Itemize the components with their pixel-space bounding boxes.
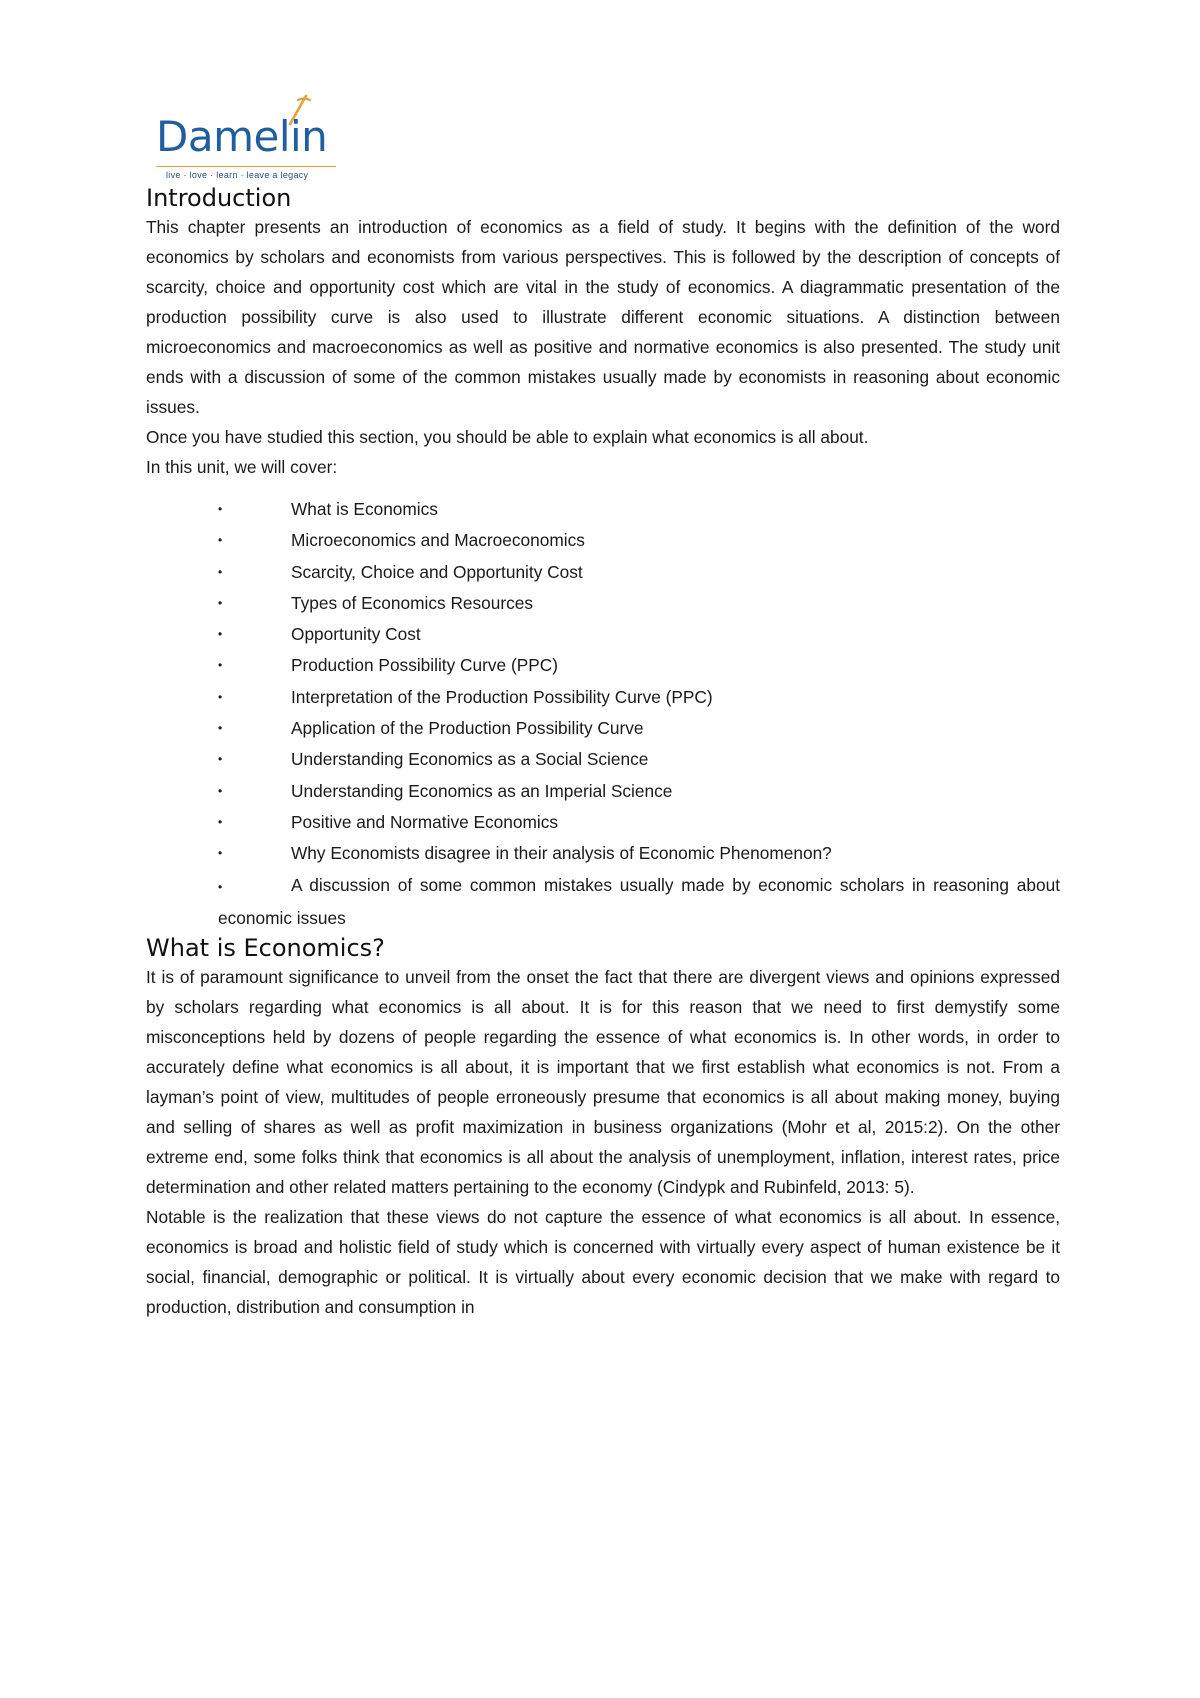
what-is-economics-paragraph-2: Notable is the realization that these views do not capture the essence of what economics is all about. In essence, economics is broad and holistic field of study which is concerned with virtually every aspect of human existence be it social, financial, demographic or political. It is virtually about every economic decision that we make with regard to production, distribution and consumption in xyxy=(146,1207,1060,1318)
bullet-icon: • xyxy=(218,627,223,642)
introduction-paragraph-1: This chapter presents an introduction of economics as a field of study. It begins with the definition of the word economics by scholars and economists from various perspectives. This is followed by the description of concepts of scarcity, choice and opportunity cost which are vital in the study of economics. A diagrammatic presentation of the production possibility curve is also used to illustrate different economic situations. A distinction between microeconomics and macroeconomics as well as positive and normative economics is also presented. The study unit ends with a discussion of some of the common mistakes usually made by economists in reasoning about economic issues. xyxy=(146,217,1060,417)
list-item: • Interpretation of the Production Possibility Curve (PPC) xyxy=(218,682,1060,713)
list-item: • Understanding Economics as a Social Science xyxy=(218,744,1060,775)
list-item: • Application of the Production Possibility Curve xyxy=(218,713,1060,744)
topics-list xyxy=(146,494,1060,934)
logo-tagline: live · love · learn · leave a legacy xyxy=(166,170,309,180)
damelin-logo xyxy=(156,92,356,184)
bullet-icon: • xyxy=(218,783,223,798)
bullet-icon: • xyxy=(218,564,223,579)
bullet-icon: • xyxy=(218,879,223,894)
list-item: • Types of Economics Resources xyxy=(218,588,1060,619)
bullet-icon: • xyxy=(218,533,223,548)
logo-rule xyxy=(156,166,336,167)
list-item: • What is Economics xyxy=(218,494,1060,525)
introduction-heading: Introduction xyxy=(146,184,292,212)
bullet-icon: • xyxy=(218,595,223,610)
list-item: • Why Economists disagree in their analysis of Economic Phenomenon? xyxy=(218,838,1060,869)
list-item: • Production Possibility Curve (PPC) xyxy=(218,650,1060,681)
bullet-icon: • xyxy=(218,658,223,673)
bullet-icon: • xyxy=(218,689,223,704)
bullet-icon: • xyxy=(218,721,223,736)
bullet-icon: • xyxy=(218,814,223,829)
what-is-economics-heading: What is Economics? xyxy=(146,934,385,963)
logo-wordmark: Damelin xyxy=(156,112,328,161)
list-item: • Positive and Normative Economics xyxy=(218,807,1060,838)
list-item: • Understanding Economics as an Imperial Science xyxy=(218,776,1060,807)
introduction-paragraph-2: Once you have studied this section, you should be able to explain what economics is all about. xyxy=(146,427,869,447)
bullet-icon: • xyxy=(218,752,223,767)
list-item: • Microeconomics and Macroeconomics xyxy=(218,525,1060,556)
bullet-icon: • xyxy=(218,502,223,516)
page-content xyxy=(146,92,1060,1322)
bullet-icon: • xyxy=(218,846,223,861)
list-item: • A discussion of some common mistakes usually made by economic scholars in reasoning about economic issues xyxy=(218,870,1060,935)
introduction-paragraph-3: In this unit, we will cover: xyxy=(146,457,338,477)
what-is-economics-paragraph-1: It is of paramount significance to unveil from the onset the fact that there are divergent views and opinions expressed by scholars regarding what economics is all about. It is for this reason that we need to first demystify some misconceptions held by dozens of people regarding the essence of what economics is. In other words, in order to accurately define what economics is all about, it is important that we first establish what economics is not. From a layman’s point of view, multitudes of people erroneously presume that economics is all about making money, buying and selling of shares as well as profit maximization in business organizations (Mohr et al, 2015:2). On the other extreme end, some folks think that economics is all about the analysis of unemployment, inflation, interest rates, price determination and other related matters pertaining to the economy (Cindypk and Rubinfeld, 2013: 5). xyxy=(146,967,1060,1198)
list-item: • Opportunity Cost xyxy=(218,619,1060,650)
list-item: • Scarcity, Choice and Opportunity Cost xyxy=(218,557,1060,588)
